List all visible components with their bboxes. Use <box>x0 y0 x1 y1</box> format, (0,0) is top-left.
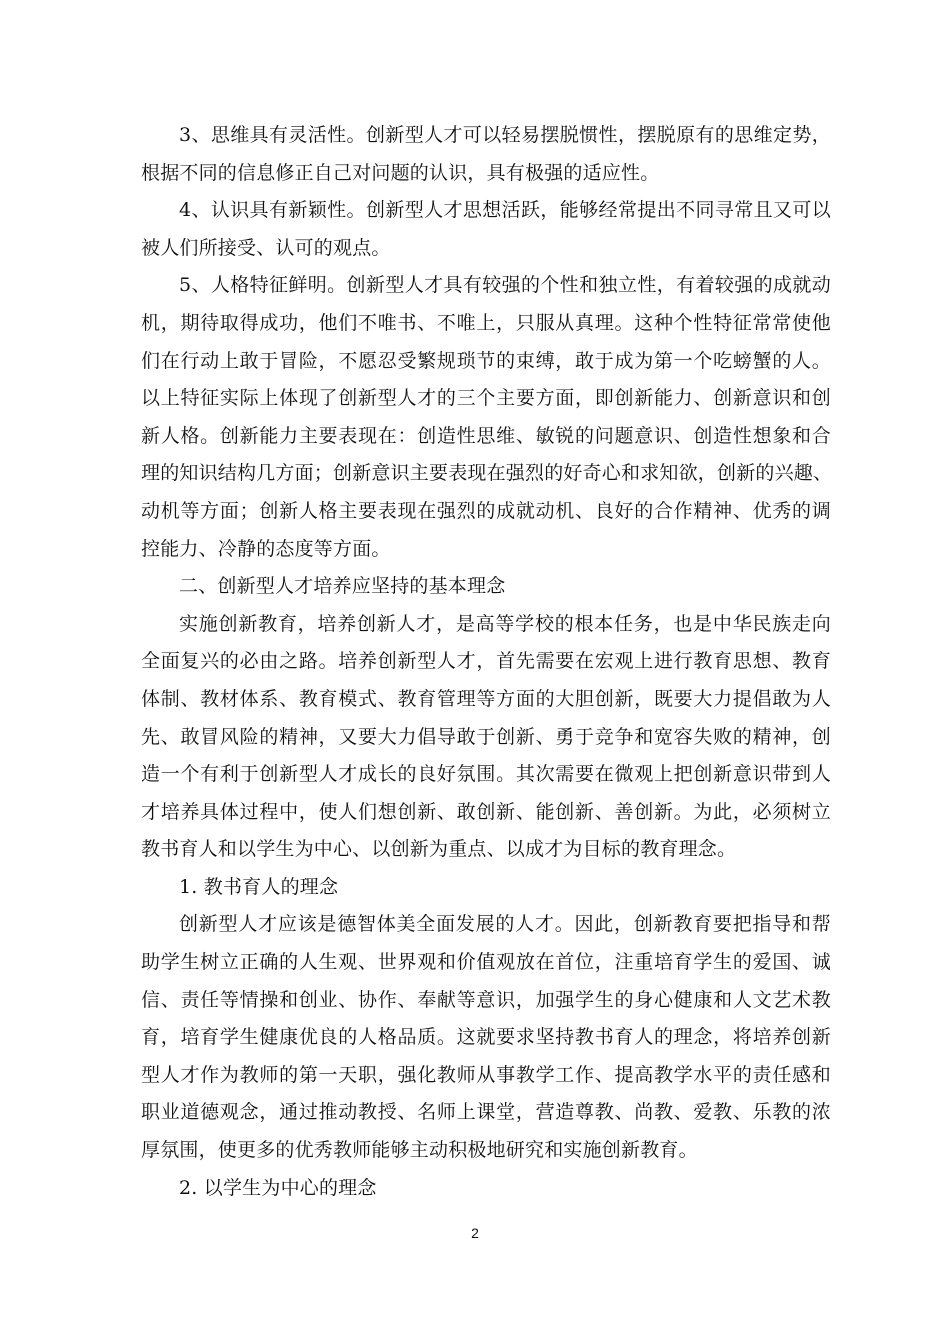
paragraph-line: 才培养具体过程中，使人们想创新、敢创新、能创新、善创新。为此，必须树立 <box>141 800 831 823</box>
paragraph-line: 型人才作为教师的第一天职，强化教师从事教学工作、提高教学水平的责任感和 <box>141 1063 831 1086</box>
paragraph-line: 们在行动上敢于冒险，不愿忍受繁规琐节的束缚，敢于成为第一个吃螃蟹的人。 <box>141 349 831 372</box>
page-number: 2 <box>471 1225 479 1241</box>
subsection-heading: 1. 教书育人的理念 <box>179 875 339 898</box>
subsection-heading: 2. 以学生为中心的理念 <box>179 1176 377 1199</box>
paragraph-line: 3、思维具有灵活性。创新型人才可以轻易摆脱惯性，摆脱原有的思维定势， <box>179 124 831 146</box>
paragraph-line: 控能力、冷静的态度等方面。 <box>141 537 391 560</box>
paragraph-line: 机，期待取得成功，他们不唯书、不唯上，只服从真理。这种个性特征常常使他 <box>141 311 831 334</box>
page-body <box>141 117 831 1207</box>
paragraph-line: 全面复兴的必由之路。培养创新型人才，首先需要在宏观上进行教育思想、教育 <box>141 650 831 673</box>
section-heading: 二、创新型人才培养应坚持的基本理念 <box>179 575 506 598</box>
paragraph-line: 先、敢冒风险的精神，又要大力倡导敢于创新、勇于竞争和宽容失败的精神，创 <box>141 725 831 748</box>
paragraph-line: 5、人格特征鲜明。创新型人才具有较强的个性和独立性，有着较强的成就动 <box>179 274 831 297</box>
paragraph-line: 助学生树立正确的人生观、世界观和价值观放在首位，注重培育学生的爱国、诚 <box>141 951 831 974</box>
paragraph-line: 根据不同的信息修正自己对问题的认识，具有极强的适应性。 <box>141 161 660 184</box>
paragraph-line: 以上特征实际上体现了创新型人才的三个主要方面，即创新能力、创新意识和创 <box>141 387 831 410</box>
paragraph-line: 育，培育学生健康优良的人格品质。这就要求坚持教书育人的理念，将培养创新 <box>141 1026 831 1049</box>
paragraph-line: 职业道德观念，通过推动教授、名师上课堂，营造尊教、尚教、爱教、乐教的浓 <box>141 1101 831 1124</box>
paragraph-line: 被人们所接受、认可的观点。 <box>141 236 391 259</box>
paragraph-line: 信、责任等情操和创业、协作、奉献等意识，加强学生的身心健康和人文艺术教 <box>141 988 831 1011</box>
paragraph-line: 厚氛围，使更多的优秀教师能够主动积极地研究和实施创新教育。 <box>141 1139 698 1162</box>
paragraph-line: 实施创新教育，培养创新人才，是高等学校的根本任务，也是中华民族走向 <box>179 612 831 635</box>
paragraph-line: 4、认识具有新颖性。创新型人才思想活跃，能够经常提出不同寻常且又可以 <box>179 199 831 222</box>
paragraph-line: 造一个有利于创新型人才成长的良好氛围。其次需要在微观上把创新意识带到人 <box>141 763 831 786</box>
paragraph-line: 动机等方面；创新人格主要表现在强烈的成就动机、良好的合作精神、优秀的调 <box>141 499 831 522</box>
paragraph-line: 教书育人和以学生为中心、以创新为重点、以成才为目标的教育理念。 <box>141 838 737 861</box>
paragraph-line: 新人格。创新能力主要表现在：创造性思维、敏锐的问题意识、创造性想象和合 <box>141 424 831 447</box>
paragraph-line: 体制、教材体系、教育模式、教育管理等方面的大胆创新，既要大力提倡敢为人 <box>141 687 831 710</box>
paragraph-line: 理的知识结构几方面；创新意识主要表现在强烈的好奇心和求知欲，创新的兴趣、 <box>141 462 833 485</box>
paragraph-line: 创新型人才应该是德智体美全面发展的人才。因此，创新教育要把指导和帮 <box>179 913 831 936</box>
